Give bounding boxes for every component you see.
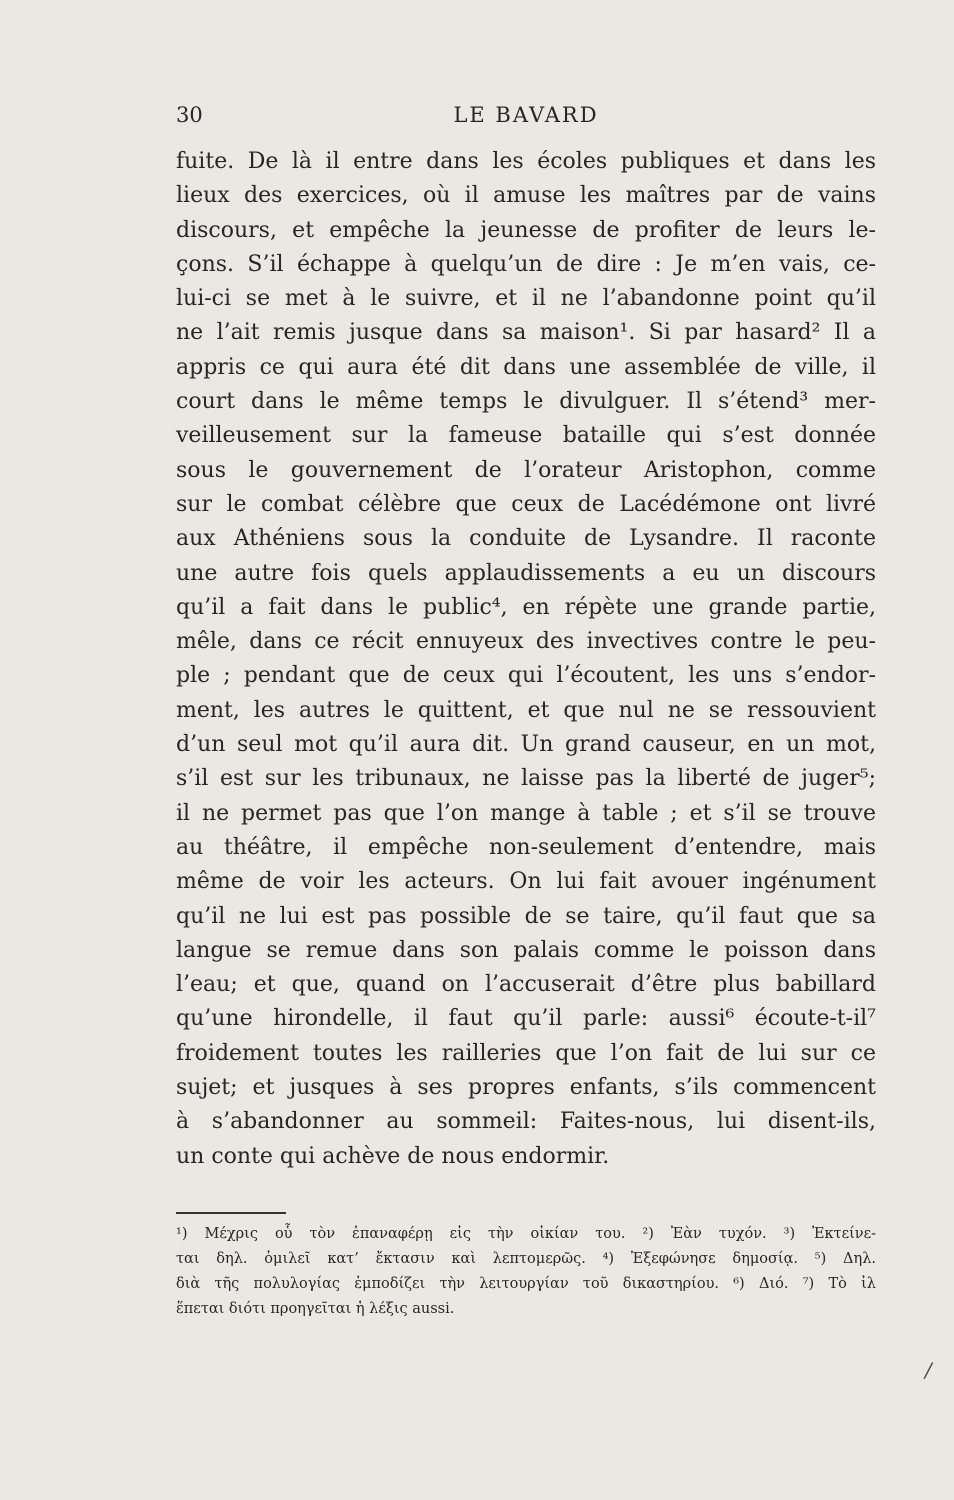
body-line: qu’une hirondelle, il faut qu’il parle: aussi⁶ écoute-t-il⁷	[176, 1006, 876, 1032]
body-line: ple ; pendant que de ceux qui l’écoutent, les uns s’endor-	[176, 663, 876, 689]
body-line: fuite. De là il entre dans les écoles publiques et dans les	[176, 149, 876, 174]
body-line: lieux des exercices, où il amuse les maîtres par de vains	[176, 183, 876, 209]
body-line: ment, les autres le quittent, et que nul ne se ressouvient	[176, 697, 876, 723]
body-line: qu’il a fait dans le public⁴, en répète une grande partie,	[176, 594, 876, 620]
body-line: mêle, dans ce récit ennuyeux des invectives contre le peu-	[176, 629, 876, 655]
body-line: un conte qui achève de nous endormir.	[176, 1143, 610, 1169]
running-title: LE BAVARD	[453, 103, 599, 127]
body-line: froidement toutes les railleries que l’on fait de lui sur ce	[176, 1040, 876, 1066]
body-line: appris ce qui aura été dit dans une assemblée de ville, il	[176, 354, 876, 380]
body-line: discours, et empêche la jeunesse de profiter de leurs le-	[176, 217, 876, 243]
body-line: une autre fois quels applaudissements a eu un discours	[176, 560, 876, 586]
body-line: même de voir les acteurs. On lui fait avouer ingénument	[176, 869, 876, 895]
body-line: ne l’ait remis jusque dans sa maison¹. Si par hasard² Il a	[176, 320, 876, 346]
body-line: court dans le même temps le divulguer. Il s’étend³ mer-	[176, 389, 876, 415]
body-text	[176, 145, 876, 1174]
body-line: s’il est sur les tribunaux, ne laisse pas la liberté de juger⁵;	[176, 766, 876, 792]
body-line: aux Athéniens sous la conduite de Lysandre. Il raconte	[176, 526, 876, 552]
page-number: 30	[176, 103, 203, 127]
body-line: d’un seul mot qu’il aura dit. Un grand causeur, en un mot,	[176, 732, 876, 758]
body-line: sujet; et jusques à ses propres enfants, s’ils commencent	[176, 1075, 876, 1101]
footnote-line: ¹) Μέχρις οὗ τὸν ἐπαναφέρῃ εἰς τὴν οἰκίαν του. ²) Ἐὰν τυχόν. ³) Ἐκτείνε-	[176, 1226, 876, 1242]
body-line: langue se remue dans son palais comme le poisson dans	[176, 937, 876, 963]
footnote-line: ἕπεται διότι προηγεῖται ἡ λέξις aussi.	[176, 1301, 455, 1317]
footnote-line: ται δηλ. ὁμιλεῖ κατ’ ἔκτασιν καὶ λεπτομερῶς. ⁴) Ἐξεφώνησε δημοσίᾳ. ⁵) Δηλ.	[176, 1251, 876, 1267]
body-line: au théâtre, il empêche non-seulement d’entendre, mais	[176, 834, 876, 860]
body-line: veilleusement sur la fameuse bataille qui s’est donnée	[176, 423, 876, 449]
body-line: sur le combat célèbre que ceux de Lacédémone ont livré	[176, 491, 876, 517]
body-line: l’eau; et que, quand on l’accuserait d’être plus babillard	[176, 972, 876, 998]
body-line: il ne permet pas que l’on mange à table ; et s’il se trouve	[176, 800, 876, 826]
footnotes	[176, 1222, 876, 1322]
footnote-line: διὰ τῆς πολυλογίας ἐμποδίζει τὴν λειτουργίαν τοῦ δικαστηρίου. ⁶) Διό. ⁷) Τὸ ἰλ	[176, 1276, 876, 1292]
stray-pen-mark: /	[925, 1358, 932, 1382]
body-line: sous le gouvernement de l’orateur Aristophon, comme	[176, 457, 876, 483]
body-line: qu’il ne lui est pas possible de se taire, qu’il faut que sa	[176, 903, 876, 929]
body-line: lui-ci se met à le suivre, et il ne l’abandonne point qu’il	[176, 286, 876, 312]
footnote-separator	[176, 1212, 286, 1214]
body-line: çons. S’il échappe à quelqu’un de dire : Je m’en vais, ce-	[176, 251, 876, 277]
page-header	[176, 100, 876, 130]
body-line: à s’abandonner au sommeil: Faites-nous, lui disent-ils,	[176, 1109, 876, 1135]
